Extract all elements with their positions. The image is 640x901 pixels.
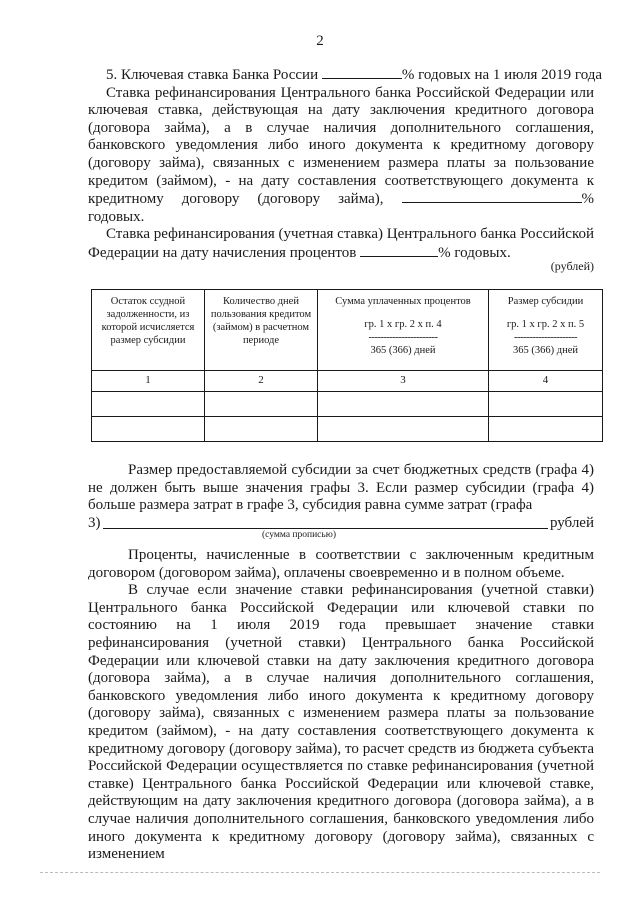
refinancing-rate-suffix: % годовых. <box>88 191 595 225</box>
table-cell[interactable] <box>92 392 205 417</box>
formula-interest-dashes: ----------------------- <box>368 332 438 343</box>
table-cell[interactable] <box>205 392 318 417</box>
table-cell[interactable] <box>318 417 489 442</box>
refinancing-rate-text: Ставка рефинансирования Центрального банка Российской Федерации или ключевая ставка, действующая на дату заключения кредитного договора (договора займа), а в случае наличия дополнительного соглашения, банковского уведомления либо иного документа к кредитному договору (договору займа), связанных с изменением размера платы за пользование кредитом (займом), - на дату составления соответствующего документа к кредитному договору (договору займа), <box>88 84 594 208</box>
discount-rate-paragraph <box>88 226 594 262</box>
column-number: 1 <box>92 371 205 392</box>
header-subsidy-title: Размер субсидии <box>507 296 584 307</box>
header-interest-paid <box>318 290 489 371</box>
column-number: 3 <box>318 371 489 392</box>
table-header-row <box>92 290 603 371</box>
table-cell[interactable] <box>92 417 205 442</box>
section-5 <box>88 66 603 263</box>
discount-rate-text: Ставка рефинансирования (учетная ставка) Центрального банка Российской Федерации на дату начисления процентов <box>88 226 594 261</box>
subsidy-amount-line <box>88 515 594 533</box>
subsidy-limit-paragraph: Размер предоставляемой субсидии за счет бюджетных средств (графа 4) не должен быть выше значения графы 3. Если размер субсидии (графа 4) больше размера затрат в графе 3, субсидия равна сумме затрат (графа <box>88 462 594 514</box>
interest-section <box>88 547 594 864</box>
page-number: 2 <box>316 33 324 49</box>
formula-subsidy-denominator: 365 (366) дней <box>513 345 578 356</box>
table-cell[interactable] <box>489 392 603 417</box>
currency-unit: (рублей) <box>550 259 594 273</box>
header-interest-title: Сумма уплаченных процентов <box>335 296 471 307</box>
discount-rate-blank[interactable] <box>360 244 438 257</box>
table-row <box>92 392 603 417</box>
table-cell[interactable] <box>318 392 489 417</box>
subsidy-amount-prefix: 3) <box>88 514 101 531</box>
interest-paid-paragraph: Проценты, начисленные в соответствии с заключенным кредитным договором (договором займа), оплачены своевременно и в полном объеме. <box>88 547 594 581</box>
subsidy-table <box>91 289 603 442</box>
formula-subsidy-dashes: --------------------- <box>514 332 577 343</box>
table-cell[interactable] <box>205 417 318 442</box>
column-number: 2 <box>205 371 318 392</box>
header-debt-balance: Остаток ссудной задолженности, из которой исчисляется размер субсидии <box>92 290 205 371</box>
refinancing-rate-paragraph <box>88 85 594 227</box>
discount-rate-suffix: % годовых. <box>438 244 511 261</box>
header-subsidy-amount <box>489 290 603 371</box>
amount-in-words-note: (сумма прописью) <box>262 530 336 540</box>
key-rate-blank[interactable] <box>322 66 402 79</box>
rate-excess-paragraph: В случае если значение ставки рефинансирования (учетной ставки) Центрального банка Российской Федерации или ключевой ставки по состоянию на 1 июля 2019 года превышает значение ставки рефинансирования (учетной ставки) Центрального банка Российской Федерации или ключевой ставки на дату заключения кредитного договора (договора займа), а в случае наличия дополнительного соглашения, банковского уведомления либо иного документа к кредитному договору (договору займа), связанных с изменением размера платы за пользование кредитом (займом), - на дату составления соответствующего документа к кредитному договору (договору займа), то расчет средств из бюджета субъекта Российской Федерации осуществляется по ставке рефинансирования (учетной ставке) Центрального банка Российской Федерации или ключевой ставке, действующим на дату заключения кредитного договора (договора займа), а в случае наличия дополнительного соглашения, банковского уведомления либо иного документа к кредитному договору (договору займа), связанных с изменением <box>88 582 594 863</box>
table-cell[interactable] <box>489 417 603 442</box>
subsidy-limit-section <box>88 462 594 532</box>
formula-subsidy-numerator: гр. 1 x гр. 2 x п. 5 <box>506 319 585 330</box>
page-bottom-divider <box>40 872 600 873</box>
key-rate-suffix: % годовых на 1 июля 2019 года <box>401 67 603 83</box>
table-row <box>92 417 603 442</box>
subsidy-amount-suffix: рублей <box>549 514 594 531</box>
header-days-count: Количество дней пользования кредитом (займом) в расчетном периоде <box>205 290 318 371</box>
refinancing-rate-blank[interactable] <box>402 190 582 203</box>
formula-interest <box>321 318 485 357</box>
column-number: 4 <box>489 371 603 392</box>
key-rate-label: 5. Ключевая ставка Банка России <box>106 67 319 83</box>
formula-interest-numerator: гр. 1 x гр. 2 x п. 4 <box>364 319 442 330</box>
table-number-row <box>92 371 603 392</box>
formula-subsidy <box>492 318 599 357</box>
key-rate-line <box>88 66 603 85</box>
subsidy-amount-blank[interactable] <box>103 516 548 529</box>
formula-interest-denominator: 365 (366) дней <box>370 345 436 356</box>
